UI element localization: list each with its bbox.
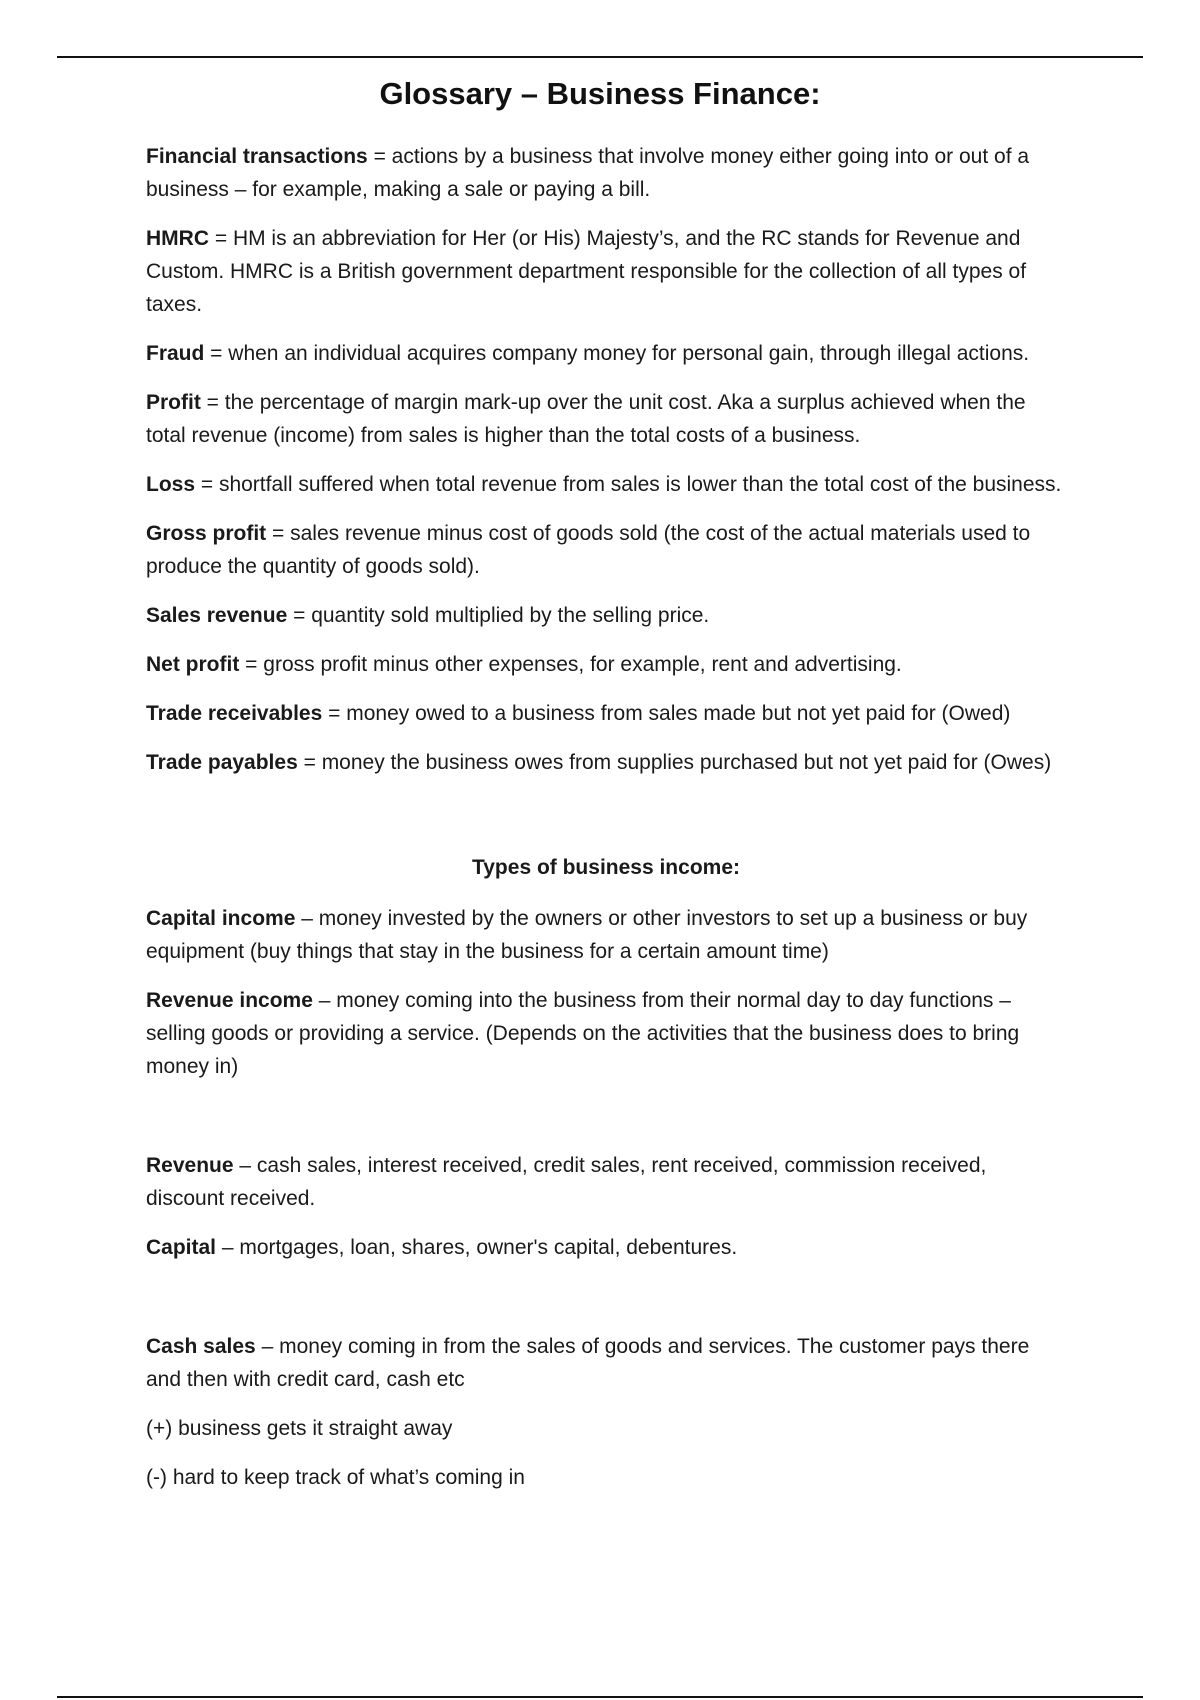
glossary-definition: the percentage of margin mark-up over the unit cost. Aka a surplus achieved when the total revenue (income) from sales is higher than the total costs of a business. bbox=[146, 391, 1026, 447]
glossary-entry-fraud: Fraud = when an individual acquires company money for personal gain, through illegal actions. bbox=[146, 342, 1030, 365]
glossary-term: Sales revenue bbox=[146, 604, 288, 627]
cash-sales-term: Cash sales bbox=[146, 1335, 256, 1358]
glossary-entry-trade-payables: Trade payables = money the business owes from supplies purchased but not yet paid for (Owes) bbox=[146, 751, 1052, 774]
bottom-rule bbox=[57, 1696, 1143, 1698]
income-type-definition: money coming into the business from their normal day to day functions – selling goods or providing a service. (Depends on the activities that the business does to bring money in) bbox=[146, 989, 1020, 1078]
glossary-term: Trade receivables bbox=[146, 702, 323, 725]
glossary-entry-loss: Loss = shortfall suffered when total revenue from sales is lower than the total cost of the business. bbox=[146, 473, 1062, 496]
document-body bbox=[146, 140, 1066, 1510]
glossary-entry-trade-receivables: Trade receivables = money owed to a business from sales made but not yet paid for (Owed) bbox=[146, 702, 1011, 725]
glossary-entry-profit: Profit = the percentage of margin mark-up over the unit cost. Aka a surplus achieved when the total revenue (income) from sales is higher than the total costs of a business. bbox=[146, 391, 1026, 447]
glossary-term: Loss bbox=[146, 473, 196, 496]
glossary-term: HMRC bbox=[146, 227, 209, 250]
glossary-term: Fraud bbox=[146, 342, 205, 365]
glossary-definition: sales revenue minus cost of goods sold (the cost of the actual materials used to produce the quantity of goods sold). bbox=[146, 522, 1031, 578]
glossary-definition: money the business owes from supplies purchased but not yet paid for (Owes) bbox=[321, 751, 1052, 774]
income-example-term: Revenue bbox=[146, 1154, 234, 1177]
glossary-term: Trade payables bbox=[146, 751, 298, 774]
income-example-term: Capital bbox=[146, 1236, 217, 1259]
top-rule bbox=[57, 56, 1143, 58]
glossary-definition: gross profit minus other expenses, for example, rent and advertising. bbox=[263, 653, 902, 676]
glossary-definition: quantity sold multiplied by the selling price. bbox=[311, 604, 710, 627]
glossary-entry-sales-revenue: Sales revenue = quantity sold multiplied by the selling price. bbox=[146, 604, 710, 627]
income-example-definition: cash sales, interest received, credit sales, rent received, commission received, discount received. bbox=[146, 1154, 987, 1210]
glossary-term: Financial transactions bbox=[146, 145, 368, 168]
cash-sales-advantage: (+) business gets it straight away bbox=[146, 1417, 453, 1440]
cash-sales-definition: money coming in from the sales of goods and services. The customer pays there and then with credit card, cash etc bbox=[146, 1335, 1030, 1391]
glossary-definition: actions by a business that involve money either going into or out of a business – for example, making a sale or paying a bill. bbox=[146, 145, 1030, 201]
glossary-term: Profit bbox=[146, 391, 201, 414]
income-example-capital: Capital – mortgages, loan, shares, owner's capital, debentures. bbox=[146, 1236, 738, 1259]
glossary-term: Gross profit bbox=[146, 522, 267, 545]
income-cash-sales: Cash sales – money coming in from the sales of goods and services. The customer pays there and then with credit card, cash etc bbox=[146, 1335, 1030, 1391]
income-type-definition: money invested by the owners or other investors to set up a business or buy equipment (buy things that stay in the business for a certain amount time) bbox=[146, 907, 1028, 963]
income-example-definition: mortgages, loan, shares, owner's capital, debentures. bbox=[239, 1236, 738, 1259]
income-type-term: Revenue income bbox=[146, 989, 313, 1012]
income-example-revenue: Revenue – cash sales, interest received, credit sales, rent received, commission received, discount received. bbox=[146, 1154, 987, 1210]
cash-sales-disadvantage: (-) hard to keep track of what’s coming in bbox=[146, 1466, 525, 1489]
glossary-term: Net profit bbox=[146, 653, 240, 676]
section-heading-income-types: Types of business income: bbox=[471, 856, 740, 879]
glossary-entry-net-profit: Net profit = gross profit minus other expenses, for example, rent and advertising. bbox=[146, 653, 902, 676]
spacer bbox=[146, 1099, 1066, 1149]
glossary-definition: HM is an abbreviation for Her (or His) Majesty’s, and the RC stands for Revenue and Custom. HMRC is a British government department responsible for the collection of all types of taxes. bbox=[146, 227, 1027, 316]
glossary-entry-hmrc: HMRC = HM is an abbreviation for Her (or His) Majesty’s, and the RC stands for Revenue and Custom. HMRC is a British government department responsible for the collection of all types of taxes. bbox=[146, 227, 1027, 316]
glossary-definition: money owed to a business from sales made but not yet paid for (Owed) bbox=[346, 702, 1011, 725]
spacer bbox=[146, 1280, 1066, 1330]
glossary-entry-gross-profit: Gross profit = sales revenue minus cost of goods sold (the cost of the actual materials used to produce the quantity of goods sold). bbox=[146, 522, 1031, 578]
income-type-term: Capital income bbox=[146, 907, 296, 930]
glossary-definition: when an individual acquires company money for personal gain, through illegal actions. bbox=[228, 342, 1030, 365]
income-type-revenue-income: Revenue income – money coming into the business from their normal day to day functions – selling goods or providing a service. (Depends on the activities that the business does to bring money in) bbox=[146, 989, 1020, 1078]
glossary-entry-financial-transactions: Financial transactions = actions by a business that involve money either going into or out of a business – for example, making a sale or paying a bill. bbox=[146, 145, 1030, 201]
page-title: Glossary – Business Finance: bbox=[379, 76, 821, 111]
glossary-definition: shortfall suffered when total revenue from sales is lower than the total cost of the business. bbox=[218, 473, 1062, 496]
income-type-capital-income: Capital income – money invested by the owners or other investors to set up a business or buy equipment (buy things that stay in the business for a certain amount time) bbox=[146, 907, 1028, 963]
